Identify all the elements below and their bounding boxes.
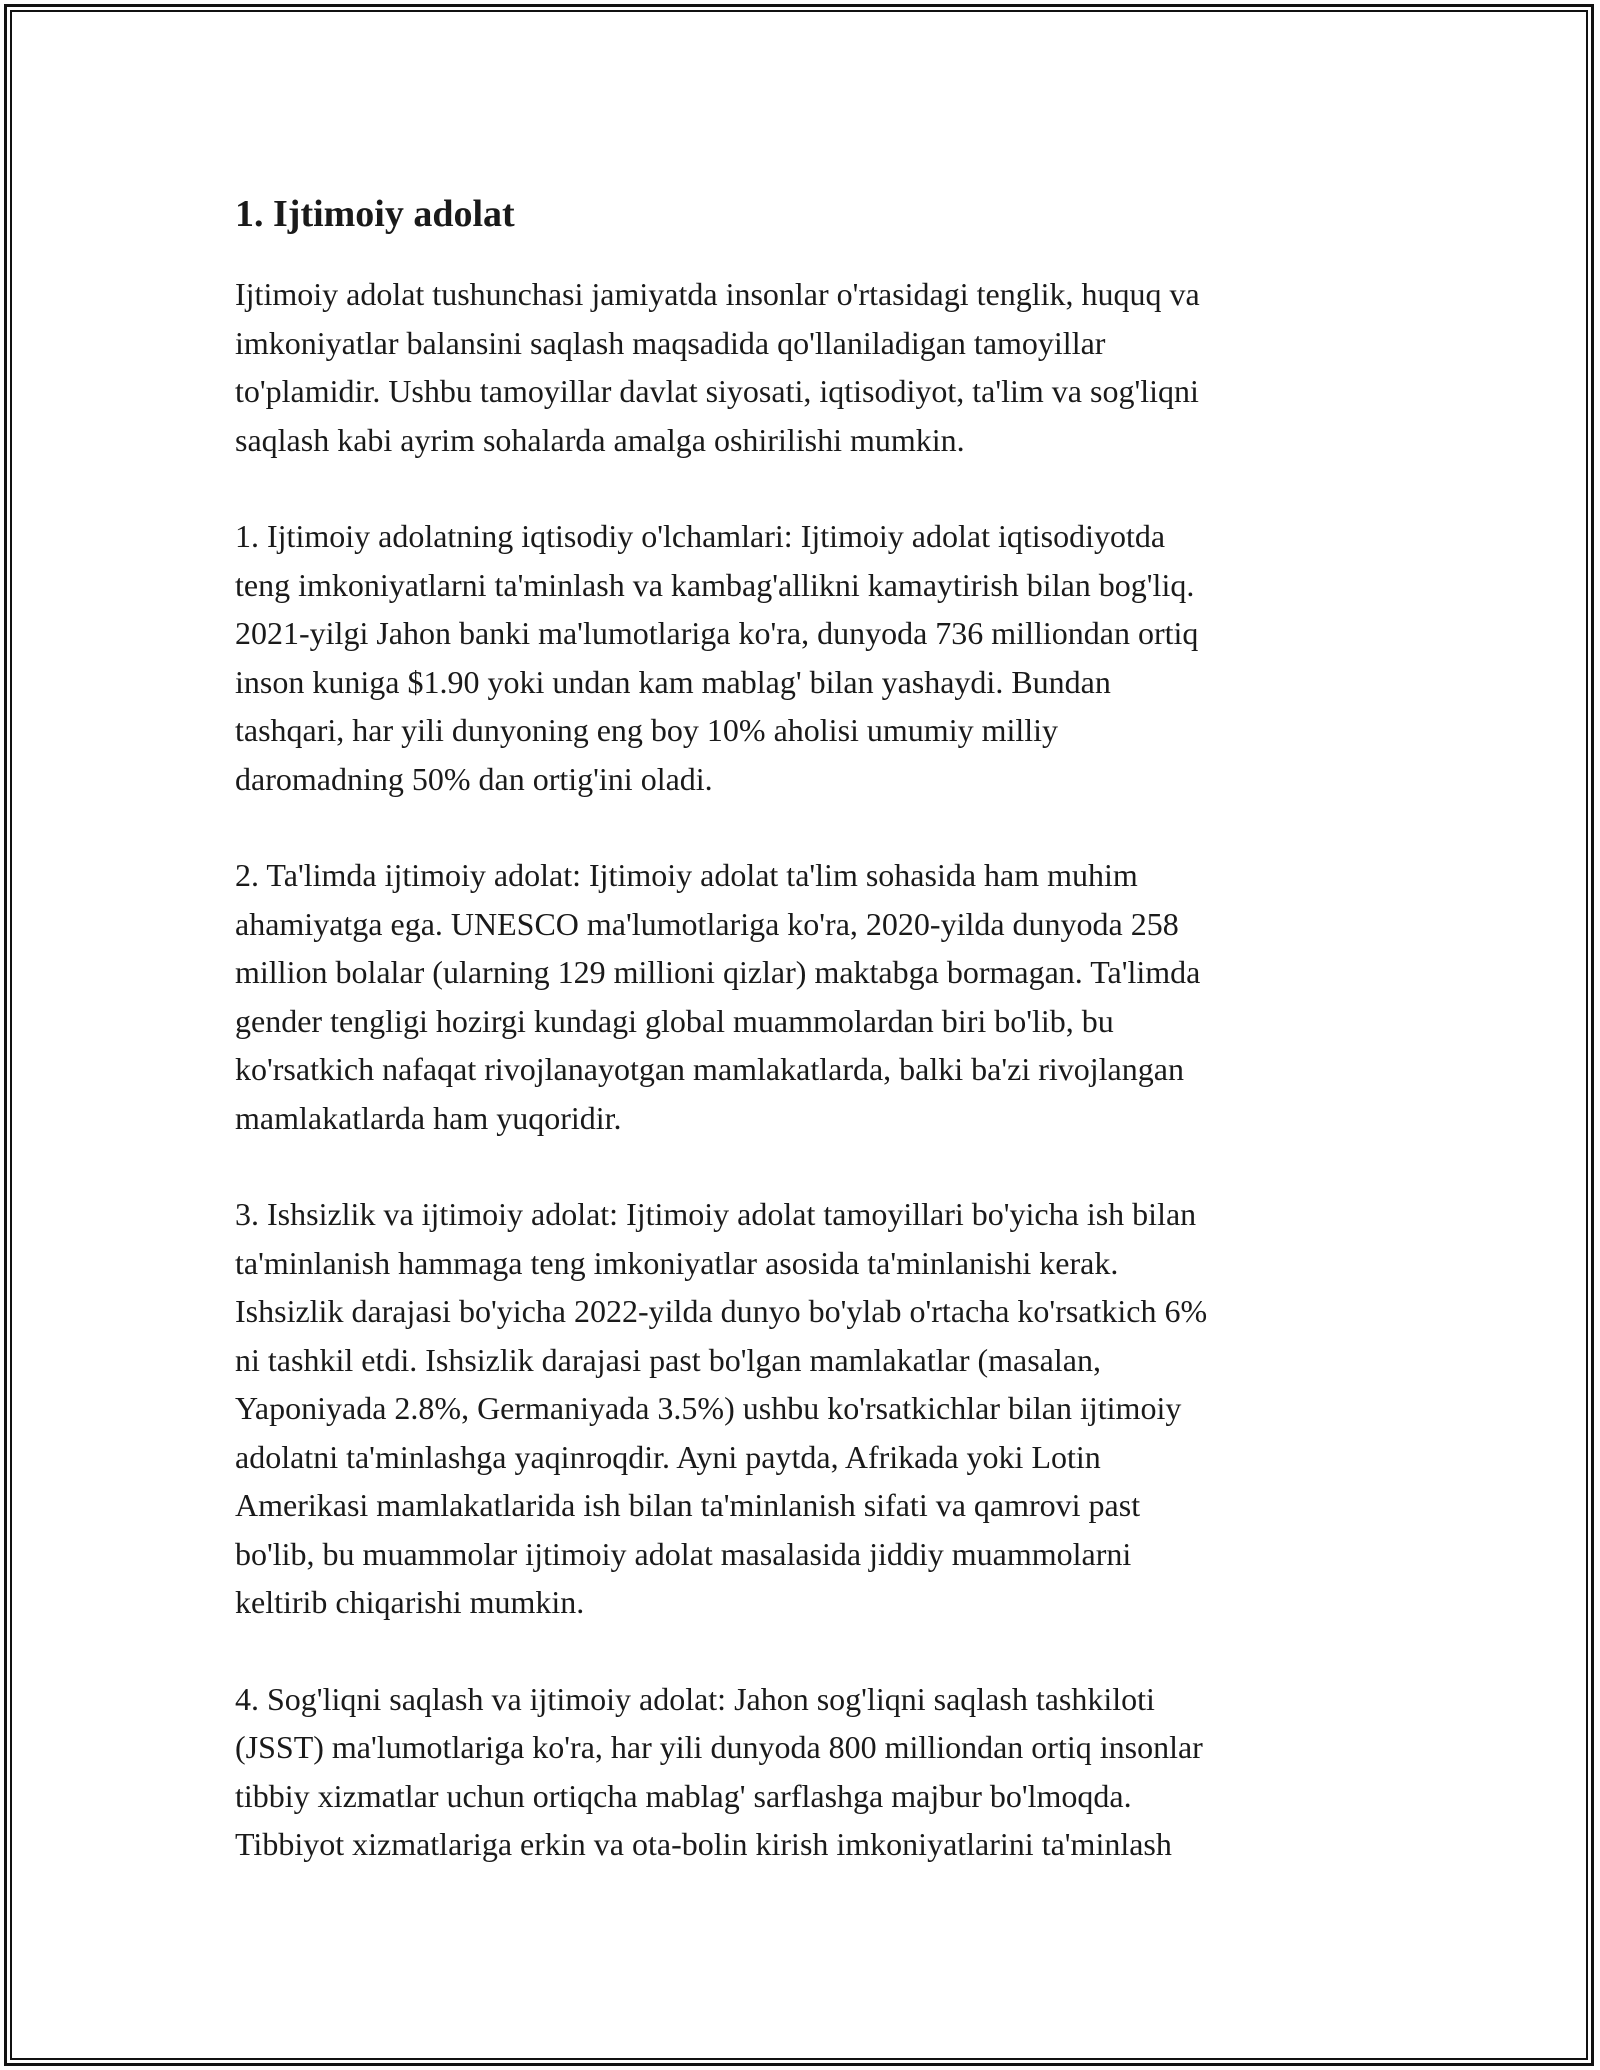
paragraph-education: 2. Ta'limda ijtimoiy adolat: Ijtimoiy adolat ta'lim sohasida ham muhim ahamiyatga ega. UNESCO ma'lumotlariga ko'ra, 2020-yilda dunyoda 258 million bolalar (ularning 129 millioni qizlar) maktabga bormagan. Ta'limda gender tengligi hozirgi kundagi global muammolardan biri bo'lib, bu ko'rsatkich nafaqat rivojlanayotgan mamlakatlarda, balki ba'zi rivojlangan mamlakatlarda ham yuqoridir. — [235, 857, 1201, 1136]
paragraph-healthcare: 4. Sog'liqni saqlash va ijtimoiy adolat: Jahon sog'liqni saqlash tashkiloti (JSST) ma'lumotlariga ko'ra, har yili dunyoda 800 milliondan ortiq insonlar tibbiy xizmatlar uchun ortiqcha mablag' sarflashga majbur bo'lmoqda. Tibbiyot xizmatlariga erkin va ota-bolin kirish imkoniyatlarini ta'minlash — [235, 1680, 1203, 1862]
paragraph-unemployment: 3. Ishsizlik va ijtimoiy adolat: Ijtimoiy adolat tamoyillari bo'yicha ish bilan ta'minlanish hammaga teng imkoniyatlar asosida ta'minlanishi kerak. Ishsizlik darajasi bo'yicha 2022-yilda dunyo bo'ylab o'rtacha ko'rsatkich 6% ni tashkil etdi. Ishsizlik darajasi past bo'lgan mamlakatlar (masalan, Yaponiyada 2.8%, Germaniyada 3.5%) ushbu ko'rsatkichlar bilan ijtimoiy adolatni ta'minlashga yaqinroqdir. Ayni paytda, Afrikada yoki Lotin Amerikasi mamlakatlarida ish bilan ta'minlanish sifati va qamrovi past bo'lib, bu muammolar ijtimoiy adolat masalasida jiddiy muammolarni keltirib chiqarishi mumkin. — [235, 1196, 1208, 1620]
document-body — [235, 186, 1365, 1917]
page-title: 1. Ijtimoiy adolat — [235, 193, 515, 235]
paragraph-economic-dimensions: 1. Ijtimoiy adolatning iqtisodiy o'lchamlari: Ijtimoiy adolat iqtisodiyotda teng imkoniyatlarni ta'minlash va kambag'allikni kamaytirish bilan bog'liq. 2021-yilgi Jahon banki ma'lumotlariga ko'ra, dunyoda 736 milliondan ortiq inson kuniga $1.90 yoki undan kam mablag' bilan yashaydi. Bundan tashqari, har yili dunyoning eng boy 10% aholisi umumiy milliy daromadning 50% dan ortig'ini oladi. — [235, 518, 1199, 797]
paragraph-intro: Ijtimoiy adolat tushunchasi jamiyatda insonlar o'rtasidagi tenglik, huquq va imkoniyatlar balansini saqlash maqsadida qo'llaniladigan tamoyillar to'plamidir. Ushbu tamoyillar davlat siyosati, iqtisodiyot, ta'lim va sog'liqni saqlash kabi ayrim sohalarda amalga oshirilishi mumkin. — [235, 276, 1200, 458]
